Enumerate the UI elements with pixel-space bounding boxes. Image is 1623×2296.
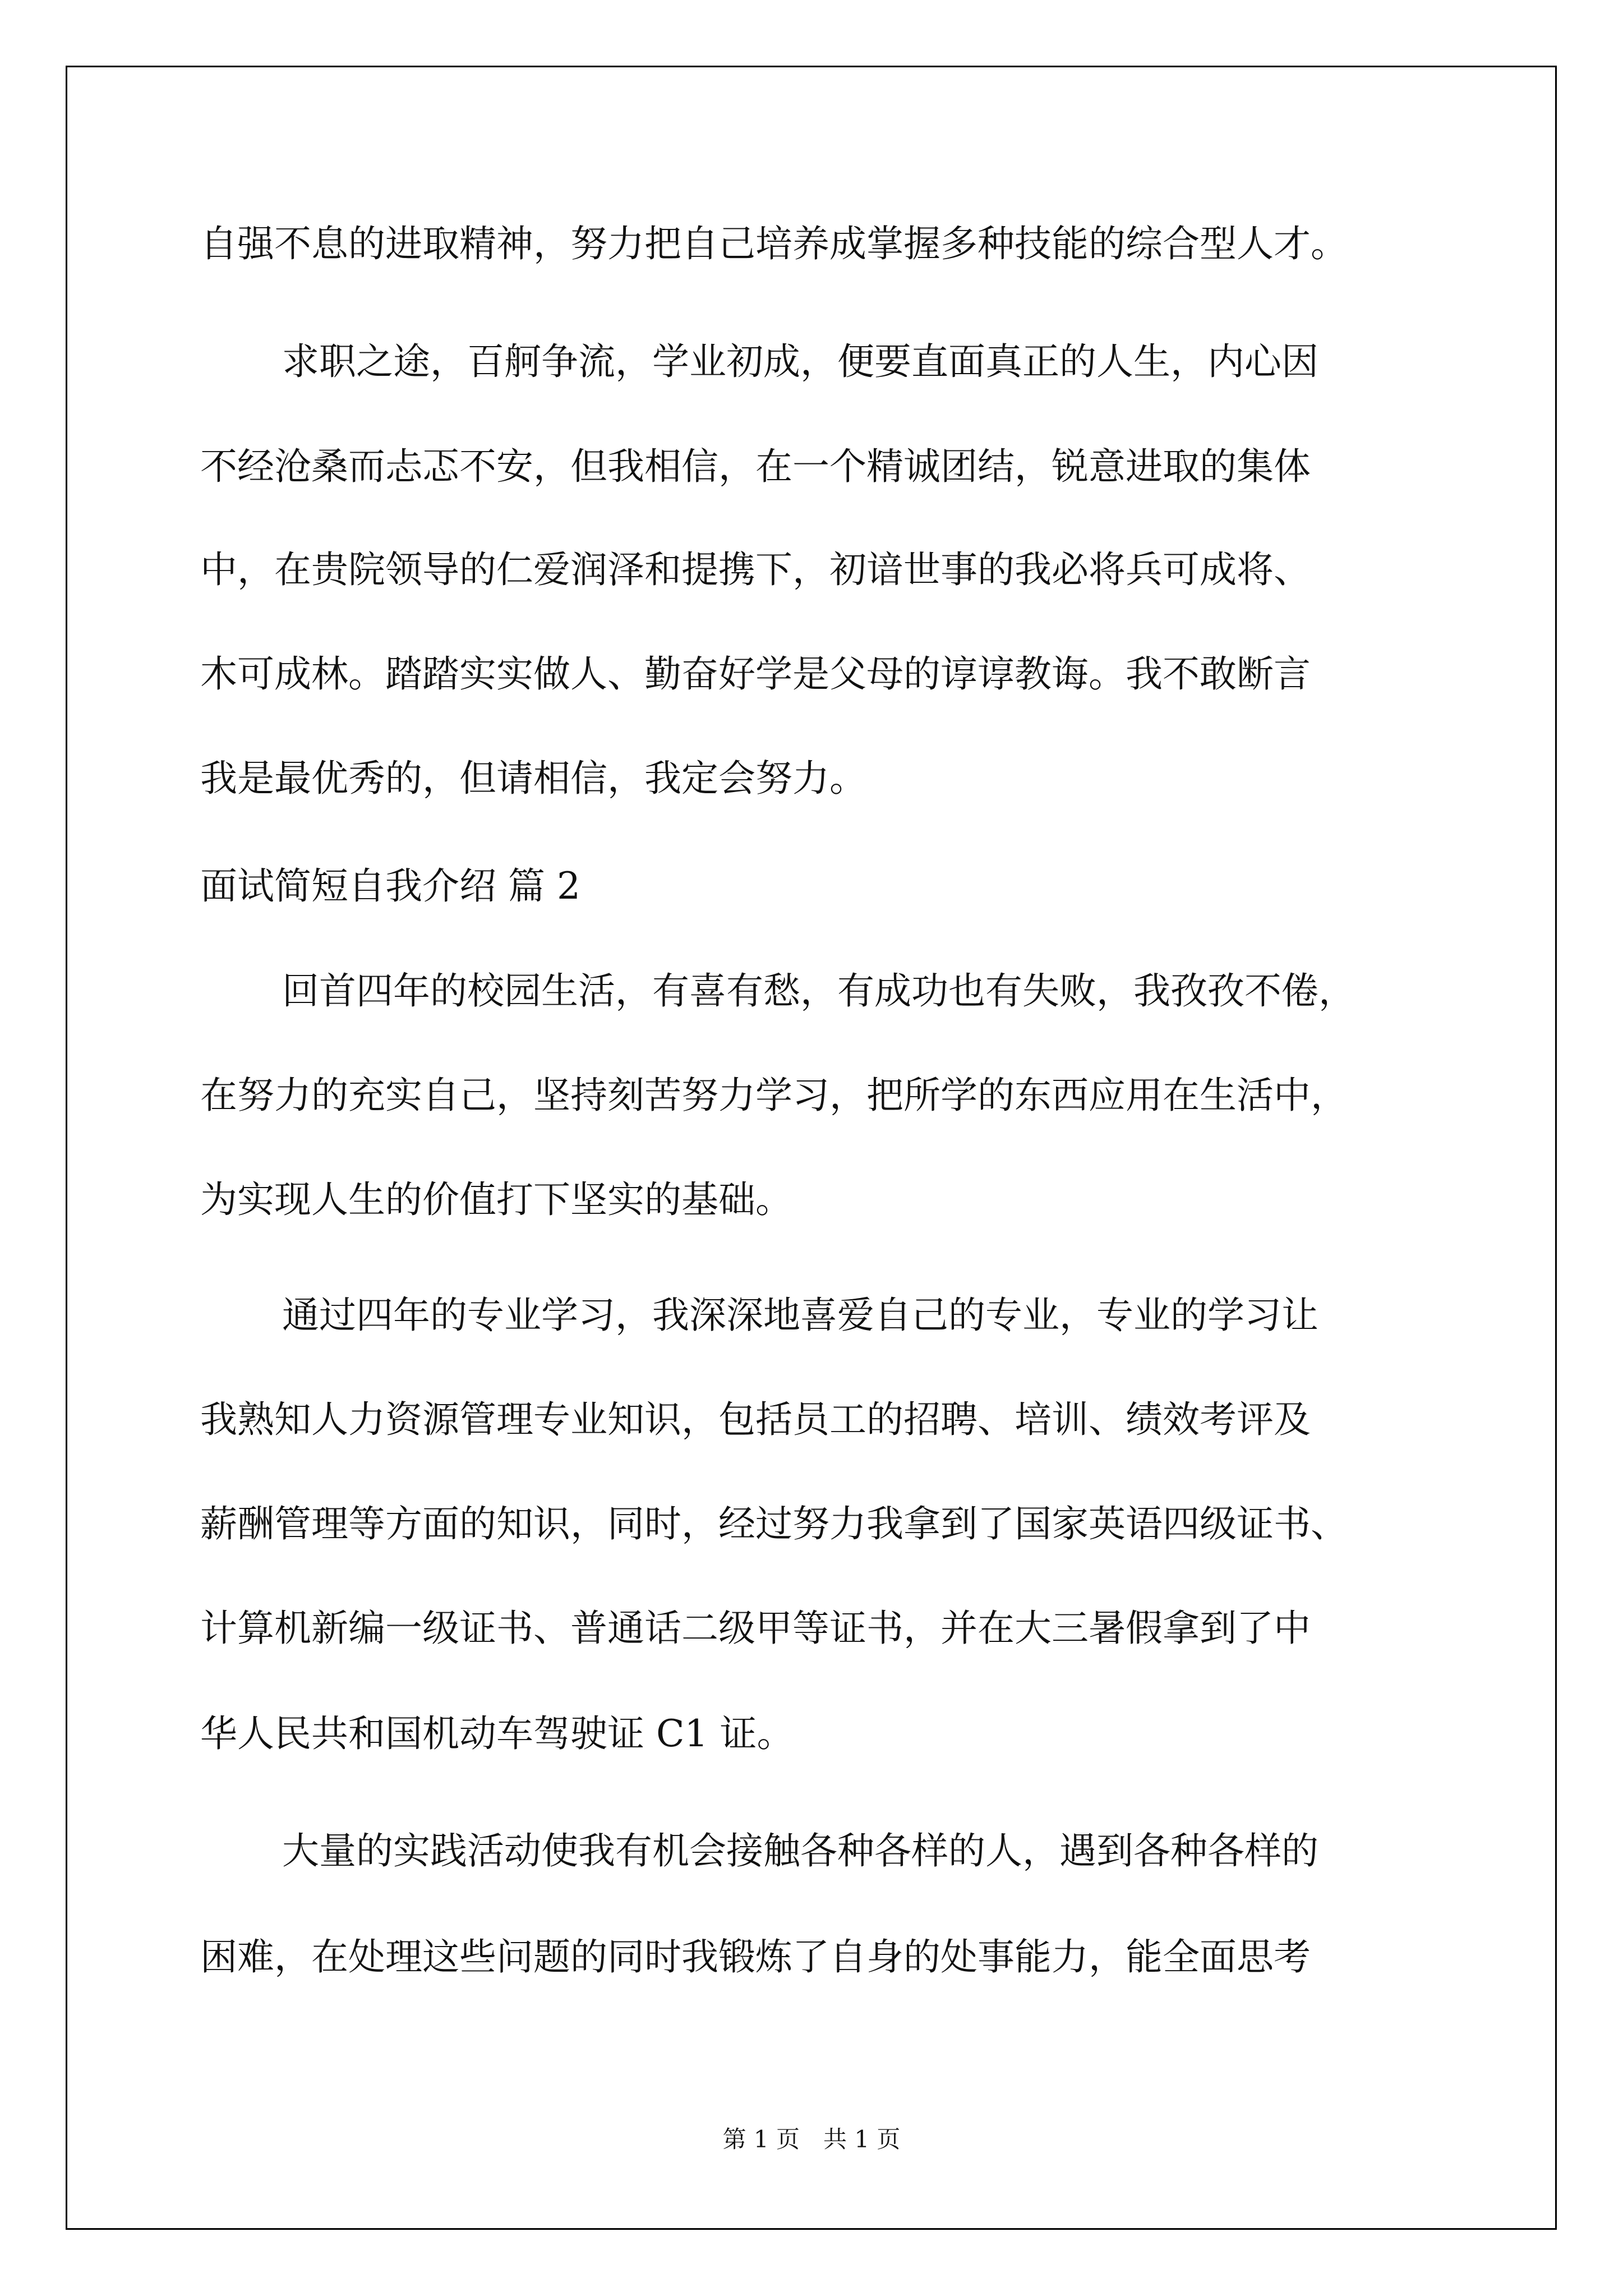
text-line: 自强不息的进取精神，努力把自己培养成掌握多种技能的综合型人才。	[200, 222, 1348, 265]
text-line: 我是最优秀的，但请相信，我定会努力。	[200, 757, 866, 800]
text-line: 回首四年的校园生活，有喜有愁，有成功也有失败，我孜孜不倦，	[282, 969, 1355, 1013]
text-line: 薪酬管理等方面的知识，同时，经过努力我拿到了国家英语四级证书、	[200, 1502, 1348, 1545]
page-footer: 第 1 页 共 1 页	[722, 2125, 901, 2153]
text-line: 困难，在处理这些问题的同时我锻炼了自身的处事能力，能全面思考	[200, 1935, 1311, 1978]
text-line: 为实现人生的价值打下坚实的基础。	[200, 1178, 792, 1221]
text-line: 计算机新编一级证书、普通话二级甲等证书，并在大三暑假拿到了中	[200, 1607, 1311, 1650]
text-line: 在努力的充实自己，坚持刻苦努力学习，把所学的东西应用在生活中，	[200, 1074, 1348, 1117]
text-line: 求职之途，百舸争流，学业初成，便要直面真正的人生，内心因	[282, 340, 1318, 383]
text-line: 华人民共和国机动车驾驶证 C1 证。	[200, 1712, 794, 1755]
text-line: 不经沧桑而忐忑不安，但我相信，在一个精诚团结，锐意进取的集体	[200, 445, 1311, 488]
page-border	[66, 66, 1557, 2230]
text-line: 中，在贵院领导的仁爱润泽和提携下，初谙世事的我必将兵可成将、	[200, 548, 1311, 591]
text-line: 我熟知人力资源管理专业知识，包括员工的招聘、培训、绩效考评及	[200, 1398, 1311, 1441]
text-line: 木可成林。踏踏实实做人、勤奋好学是父母的谆谆教诲。我不敢断言	[200, 652, 1311, 696]
section-heading: 面试简短自我介绍 篇 2	[200, 864, 580, 908]
text-line: 通过四年的专业学习，我深深地喜爱自己的专业，专业的学习让	[282, 1294, 1318, 1337]
text-line: 大量的实践活动使我有机会接触各种各样的人，遇到各种各样的	[282, 1829, 1318, 1872]
